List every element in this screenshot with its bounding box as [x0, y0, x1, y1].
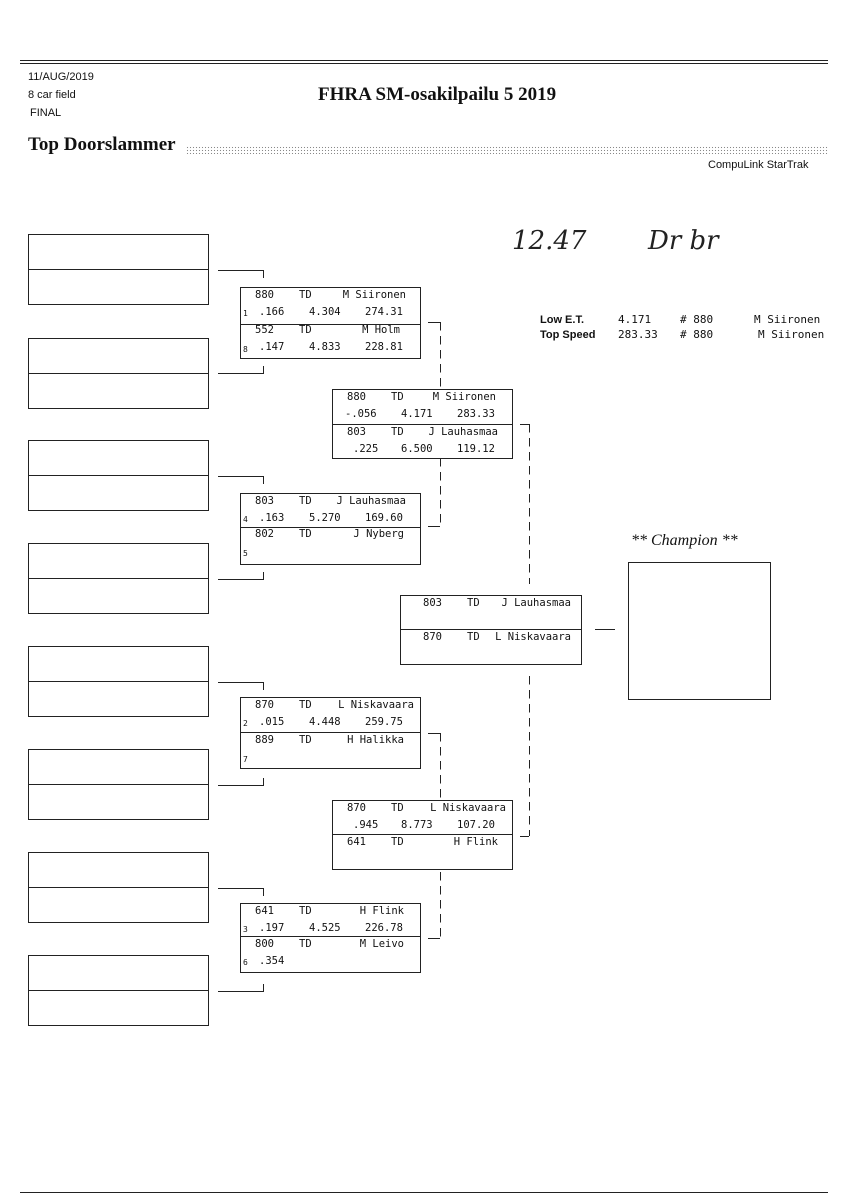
elapsed-time: 4.171	[401, 408, 433, 420]
class-code: TD	[299, 495, 312, 507]
driver-name: L Niskavaara	[338, 699, 414, 711]
connector	[218, 270, 263, 271]
dotted-rule	[186, 146, 828, 154]
event-title: FHRA SM-osakilpailu 5 2019	[318, 84, 557, 105]
connector	[218, 579, 263, 580]
class-code: TD	[299, 938, 312, 950]
speed: 107.20	[457, 819, 495, 831]
connector	[520, 424, 529, 425]
round1-matchup-3	[240, 697, 421, 769]
connector	[428, 322, 440, 323]
champion-label: ** Champion **	[631, 532, 738, 549]
car-number: 803	[255, 495, 274, 507]
ladder-box	[28, 955, 209, 1026]
semifinal-matchup-1	[332, 389, 513, 459]
seed-number: 4	[243, 515, 248, 524]
driver-name: H Flink	[453, 836, 498, 848]
connector	[263, 984, 264, 992]
connector	[263, 682, 264, 690]
seed-number: 1	[243, 309, 248, 318]
connector	[218, 991, 263, 992]
class-code: TD	[391, 391, 404, 403]
car-number: 870	[423, 631, 442, 643]
driver-name: J Nyberg	[353, 528, 404, 540]
connector	[218, 682, 263, 683]
elapsed-time: 4.448	[309, 716, 341, 728]
connector-dashed	[529, 424, 530, 584]
connector	[263, 366, 264, 374]
round1-matchup-4	[240, 903, 421, 973]
driver-name: L Niskavaara	[495, 631, 571, 643]
car-number: 803	[347, 426, 366, 438]
top-rule-2	[20, 63, 828, 64]
top-speed-car: # 880	[680, 328, 714, 341]
car-number: 802	[255, 528, 274, 540]
class-code: TD	[391, 836, 404, 848]
driver-name: H Halikka	[347, 734, 404, 746]
software-label: CompuLink StarTrak	[708, 159, 809, 171]
low-et-car: # 880	[680, 313, 714, 326]
connector-dashed	[440, 322, 441, 388]
car-number: 880	[347, 391, 366, 403]
driver-name: M Siironen	[432, 391, 496, 403]
reaction-time: .163	[259, 512, 285, 524]
class-code: TD	[299, 289, 312, 301]
connector	[218, 476, 263, 477]
car-number: 641	[347, 836, 366, 848]
elapsed-time: 6.500	[401, 443, 433, 455]
seed-number: 2	[243, 719, 248, 728]
speed: 259.75	[365, 716, 403, 728]
ladder-box	[28, 749, 209, 820]
driver-name: J Lauhasmaa	[428, 426, 498, 438]
speed: 228.81	[365, 341, 403, 353]
low-et-label: Low E.T.	[540, 313, 584, 326]
elapsed-time: 4.525	[309, 922, 341, 934]
elapsed-time: 4.833	[309, 341, 341, 353]
ladder-box	[28, 852, 209, 923]
ladder-box	[28, 234, 209, 305]
reaction-time: .147	[259, 341, 285, 353]
connector	[428, 733, 440, 734]
connector	[520, 836, 529, 837]
class-name: Top Doorslammer	[28, 134, 176, 155]
connector	[428, 938, 440, 939]
driver-name: M Holm	[362, 324, 400, 336]
low-et-row	[540, 313, 824, 328]
top-speed-driver: M Siironen	[758, 328, 825, 341]
reaction-time: .225	[353, 443, 379, 455]
seed-number: 3	[243, 925, 248, 934]
speed: 274.31	[365, 306, 403, 318]
class-code: TD	[299, 699, 312, 711]
semifinal-matchup-2	[332, 800, 513, 870]
connector	[218, 373, 263, 374]
elapsed-time: 5.270	[309, 512, 341, 524]
class-code: TD	[299, 324, 312, 336]
connector-dashed	[440, 458, 441, 526]
class-code: TD	[391, 802, 404, 814]
reaction-time: .015	[259, 716, 285, 728]
low-et-value: 4.171	[618, 313, 652, 326]
reaction-time: .945	[353, 819, 379, 831]
connector	[218, 785, 263, 786]
class-code: TD	[299, 905, 312, 917]
class-code: TD	[391, 426, 404, 438]
connector	[263, 888, 264, 896]
ladder-box	[28, 543, 209, 614]
driver-name: M Siironen	[342, 289, 406, 301]
connector	[218, 888, 263, 889]
connector-dashed	[529, 676, 530, 836]
car-number: 803	[423, 597, 442, 609]
speed: 119.12	[457, 443, 495, 455]
ladder-box	[28, 338, 209, 409]
speed: 283.33	[457, 408, 495, 420]
round1-matchup-2	[240, 493, 421, 565]
speed: 226.78	[365, 922, 403, 934]
driver-name: J Lauhasmaa	[501, 597, 571, 609]
bottom-rule	[20, 1192, 828, 1193]
class-code: TD	[299, 528, 312, 540]
seed-number: 8	[243, 345, 248, 354]
driver-name: J Lauhasmaa	[336, 495, 406, 507]
seed-number: 6	[243, 958, 248, 967]
car-number: 800	[255, 938, 274, 950]
connector	[263, 778, 264, 786]
driver-name: M Leivo	[359, 938, 404, 950]
reaction-time: -.056	[345, 408, 377, 420]
reaction-time: .197	[259, 922, 285, 934]
connector	[263, 572, 264, 580]
connector	[595, 629, 615, 630]
car-number: 880	[255, 289, 274, 301]
speed: 169.60	[365, 512, 403, 524]
round1-matchup-1	[240, 287, 421, 359]
handwritten-initials: Dr br	[648, 226, 719, 256]
connector-dashed	[440, 733, 441, 799]
seed-number: 7	[243, 755, 248, 764]
reaction-time: .354	[259, 955, 285, 967]
connector	[263, 476, 264, 484]
top-rule	[20, 60, 828, 61]
class-code: TD	[299, 734, 312, 746]
car-number: 870	[347, 802, 366, 814]
top-speed-value: 283.33	[618, 328, 658, 341]
top-speed-row	[540, 328, 824, 343]
field-size: 8 car field	[28, 89, 76, 101]
champion-box	[628, 562, 771, 700]
low-et-driver: M Siironen	[754, 313, 821, 326]
connector	[428, 526, 440, 527]
driver-name: H Flink	[359, 905, 404, 917]
class-code: TD	[467, 597, 480, 609]
ladder-box	[28, 440, 209, 511]
event-date: 11/AUG/2019	[28, 71, 94, 83]
elapsed-time: 8.773	[401, 819, 433, 831]
elapsed-time: 4.304	[309, 306, 341, 318]
connector-dashed	[440, 872, 441, 938]
car-number: 641	[255, 905, 274, 917]
class-code: TD	[467, 631, 480, 643]
car-number: 870	[255, 699, 274, 711]
top-speed-label: Top Speed	[540, 328, 596, 341]
final-matchup	[400, 595, 582, 665]
car-number: 552	[255, 324, 274, 336]
handwritten-et: 12.47	[512, 226, 587, 256]
stats-table	[540, 313, 824, 343]
connector	[263, 270, 264, 278]
car-number: 889	[255, 734, 274, 746]
reaction-time: .166	[259, 306, 285, 318]
ladder-box	[28, 646, 209, 717]
round-label: FINAL	[30, 107, 62, 119]
seed-number: 5	[243, 549, 248, 558]
driver-name: L Niskavaara	[430, 802, 506, 814]
